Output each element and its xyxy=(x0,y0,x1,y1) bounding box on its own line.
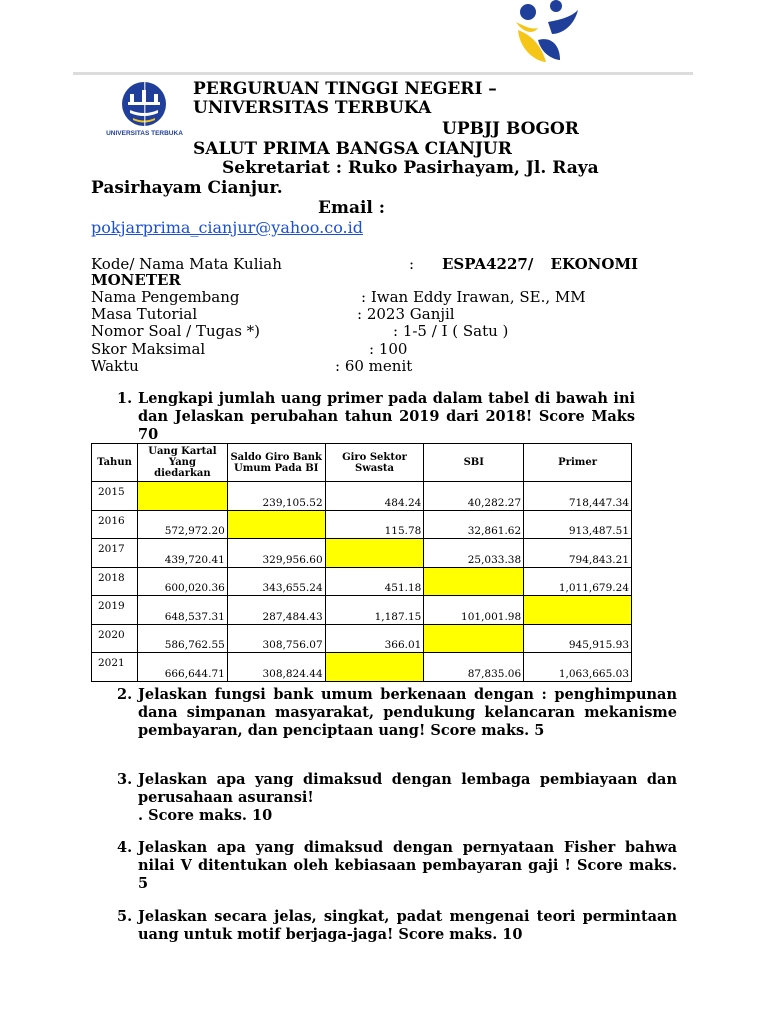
value-cell: 1,011,679.24 xyxy=(524,567,632,596)
value-cell: 32,861.62 xyxy=(424,510,524,539)
value-cell: 287,484.43 xyxy=(227,596,325,625)
value-cell: 600,020.36 xyxy=(137,567,227,596)
question-3-text: Jelaskan apa yang dimaksud dengan lembaga pembiayaan dan perusahaan asuransi! xyxy=(138,771,677,806)
value-cell: 794,843.21 xyxy=(524,539,632,568)
nomor-label: Nomor Soal / Tugas *) xyxy=(91,322,261,340)
question-5-number: 5. xyxy=(117,908,133,925)
year-cell: 2017 xyxy=(92,539,138,568)
header-line-1: PERGURUAN TINGGI NEGERI – xyxy=(193,79,497,99)
blank-answer-cell[interactable] xyxy=(424,567,524,596)
header-line-5: Sekretariat : Ruko Pasirhayam, Jl. Raya xyxy=(222,158,599,178)
table-row xyxy=(92,567,632,596)
header-saldo-giro: Saldo Giro Bank Umum Pada BI xyxy=(227,444,325,482)
value-cell: 25,033.38 xyxy=(424,539,524,568)
header-giro-swasta: Giro Sektor Swasta xyxy=(325,444,424,482)
value-cell: 484.24 xyxy=(325,482,424,511)
value-cell: 239,105.52 xyxy=(227,482,325,511)
ut-logo-label: UNIVERSITAS TERBUKA xyxy=(106,130,183,137)
table-row xyxy=(92,596,632,625)
kode-separator: : xyxy=(409,255,415,273)
table-header-row xyxy=(92,444,632,482)
header-line-4: SALUT PRIMA BANGSA CIANJUR xyxy=(193,139,512,159)
header-primer: Primer xyxy=(524,444,632,482)
year-cell: 2018 xyxy=(92,567,138,596)
salut-logo xyxy=(512,0,580,64)
waktu-label: Waktu xyxy=(91,357,139,375)
header-line-6: Pasirhayam Cianjur. xyxy=(91,178,283,198)
question-4-number: 4. xyxy=(117,839,133,856)
blank-answer-cell[interactable] xyxy=(325,653,424,682)
value-cell: 945,915.93 xyxy=(524,624,632,653)
pengembang-label: Nama Pengembang xyxy=(91,288,240,306)
table-row xyxy=(92,482,632,511)
nomor-value: : 1-5 / I ( Satu ) xyxy=(393,322,509,340)
year-cell: 2016 xyxy=(92,510,138,539)
masa-value: : 2023 Ganjil xyxy=(357,305,455,323)
table-body xyxy=(92,482,632,682)
table-row xyxy=(92,510,632,539)
question-1-text: Lengkapi jumlah uang primer pada dalam tabel di bawah ini dan Jelaskan perubahan tahun 2019 dari 2018! Score Maks 70 xyxy=(138,390,635,443)
header-line-2: UNIVERSITAS TERBUKA xyxy=(193,98,432,118)
header-line-3: UPBJJ BOGOR xyxy=(442,119,579,139)
waktu-value: : 60 menit xyxy=(335,357,413,375)
question-2-number: 2. xyxy=(117,686,133,703)
blank-answer-cell[interactable] xyxy=(424,624,524,653)
year-cell: 2020 xyxy=(92,624,138,653)
year-cell: 2021 xyxy=(92,653,138,682)
value-cell: 87,835.06 xyxy=(424,653,524,682)
value-cell: 366.01 xyxy=(325,624,424,653)
year-cell: 2019 xyxy=(92,596,138,625)
value-cell: 451.18 xyxy=(325,567,424,596)
blank-answer-cell[interactable] xyxy=(137,482,227,511)
question-3-number: 3. xyxy=(117,771,133,788)
value-cell: 329,956.60 xyxy=(227,539,325,568)
value-cell: 572,972.20 xyxy=(137,510,227,539)
table-row xyxy=(92,653,632,682)
header-tahun: Tahun xyxy=(92,444,138,482)
email-link[interactable]: pokjarprima_cianjur@yahoo.co.id xyxy=(91,218,363,237)
kode-value: ESPA4227/ EKONOMI xyxy=(442,255,639,273)
question-4-text: Jelaskan apa yang dimaksud dengan pernyataan Fisher bahwa nilai V ditentukan oleh kebiasaan pembayaran gaji ! Score maks. 5 xyxy=(138,839,677,892)
header-rule xyxy=(73,72,693,75)
value-cell: 1,187.15 xyxy=(325,596,424,625)
skor-label: Skor Maksimal xyxy=(91,340,206,358)
kode-label: Kode/ Nama Mata Kuliah xyxy=(91,255,282,273)
value-cell: 101,001.98 xyxy=(424,596,524,625)
header-uang-kartal: Uang Kartal Yang diedarkan xyxy=(137,444,227,482)
value-cell: 648,537.31 xyxy=(137,596,227,625)
question-3-score: . Score maks. 10 xyxy=(138,807,273,824)
table-row xyxy=(92,624,632,653)
header-sbi: SBI xyxy=(424,444,524,482)
value-cell: 718,447.34 xyxy=(524,482,632,511)
question-2-text: Jelaskan fungsi bank umum berkenaan dengan : penghimpunan dana simpanan masyarakat, pendukung kelancaran mekanisme pembayaran, dan penciptaan uang! Score maks. 5 xyxy=(138,686,677,739)
blank-answer-cell[interactable] xyxy=(227,510,325,539)
blank-answer-cell[interactable] xyxy=(524,596,632,625)
question-5-text: Jelaskan secara jelas, singkat, padat mengenai teori permintaan uang untuk motif berjaga-jaga! Score maks. 10 xyxy=(138,908,677,943)
value-cell: 439,720.41 xyxy=(137,539,227,568)
value-cell: 308,756.07 xyxy=(227,624,325,653)
table-row xyxy=(92,539,632,568)
value-cell: 115.78 xyxy=(325,510,424,539)
value-cell: 586,762.55 xyxy=(137,624,227,653)
value-cell: 1,063,665.03 xyxy=(524,653,632,682)
value-cell: 913,487.51 xyxy=(524,510,632,539)
value-cell: 40,282.27 xyxy=(424,482,524,511)
masa-label: Masa Tutorial xyxy=(91,305,198,323)
year-cell: 2015 xyxy=(92,482,138,511)
primary-money-table xyxy=(91,443,632,682)
kode-value-continued: MONETER xyxy=(91,271,181,289)
email-label: Email : xyxy=(318,198,386,218)
blank-answer-cell[interactable] xyxy=(325,539,424,568)
pengembang-value: : Iwan Eddy Irawan, SE., MM xyxy=(361,288,586,306)
value-cell: 343,655.24 xyxy=(227,567,325,596)
question-1-number: 1. xyxy=(117,390,133,407)
value-cell: 666,644.71 xyxy=(137,653,227,682)
skor-value: : 100 xyxy=(369,340,408,358)
value-cell: 308,824.44 xyxy=(227,653,325,682)
